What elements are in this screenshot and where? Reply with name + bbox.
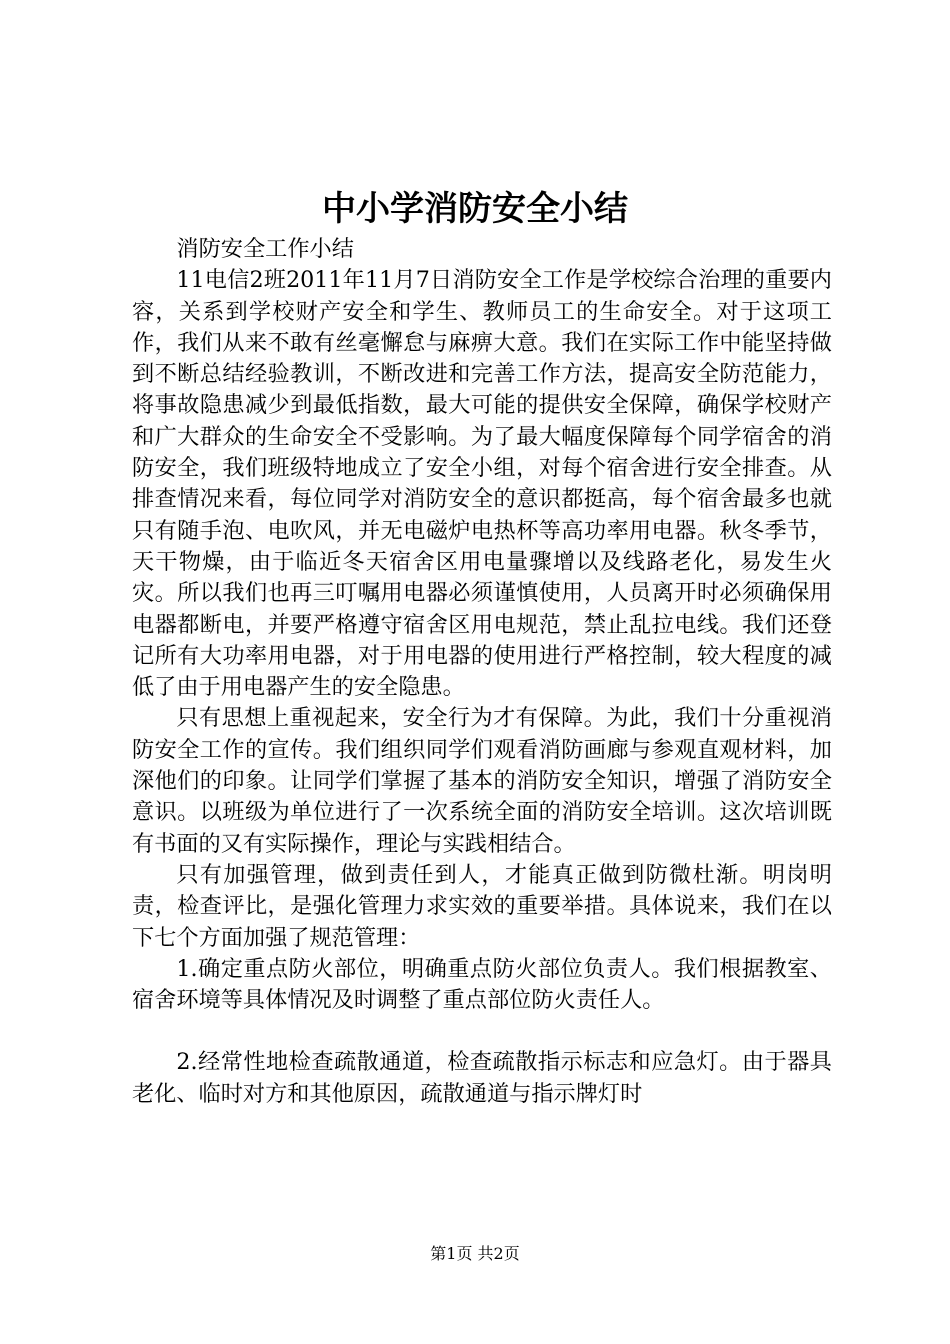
list-item-paragraph: 1.确定重点防火部位，明确重点防火部位负责人。我们根据教室、宿舍环境等具体情况及时调整了重点部位防火责任人。 — [132, 955, 832, 1014]
document-body — [132, 234, 832, 1110]
body-paragraph: 只有加强管理，做到责任到人，才能真正做到防微杜渐。明岗明责，检查评比，是强化管理力求实效的重要举措。具体说来，我们在以下七个方面加强了规范管理： — [132, 861, 832, 951]
document-title: 中小学消防安全小结 — [322, 189, 628, 229]
list-item-paragraph: 2.经常性地检查疏散通道，检查疏散指示标志和应急灯。由于器具老化、临时对方和其他原因，疏散通道与指示牌灯时 — [132, 1049, 832, 1107]
body-paragraph: 11电信2班2011年11月7日消防安全工作是学校综合治理的重要内容，关系到学校财产安全和学生、教师员工的生命安全。对于这项工作，我们从来不敢有丝毫懈怠与麻痹大意。我们在实际工作中能坚持做到不断总结经验教训，不断改进和完善工作方法，提高安全防范能力，将事故隐患减少到最低指数，最大可能的提供安全保障，确保学校财产和广大群众的生命安全不受影响。为了最大幅度保障每个同学宿舍的消防安全，我们班级特地成立了安全小组，对每个宿舍进行安全排查。从排查情况来看，每位同学对消防安全的意识都挺高，每个宿舍最多也就只有随手泡、电吹风，并无电磁炉电热杯等高功率用电器。秋冬季节，天干物燥，由于临近冬天宿舍区用电量骤增以及线路老化，易发生火灾。所以我们也再三叮嘱用电器必须谨慎使用，人员离开时必须确保用电器都断电，并要严格遵守宿舍区用电规范，禁止乱拉电线。我们还登记所有大功率用电器，对于用电器的使用进行严格控制，较大程度的减低了由于用电器产生的安全隐患。 — [132, 267, 832, 701]
subtitle-paragraph: 消防安全工作小结 — [176, 236, 354, 262]
page-footer: 第1页 共2页 — [430, 1244, 520, 1263]
body-paragraph: 只有思想上重视起来，安全行为才有保障。为此，我们十分重视消防安全工作的宣传。我们组织同学们观看消防画廊与参观直观材料，加深他们的印象。让同学们掌握了基本的消防安全知识，增强了消防安全意识。以班级为单位进行了一次系统全面的消防安全培训。这次培训既有书面的又有实际操作，理论与实践相结合。 — [132, 705, 832, 857]
